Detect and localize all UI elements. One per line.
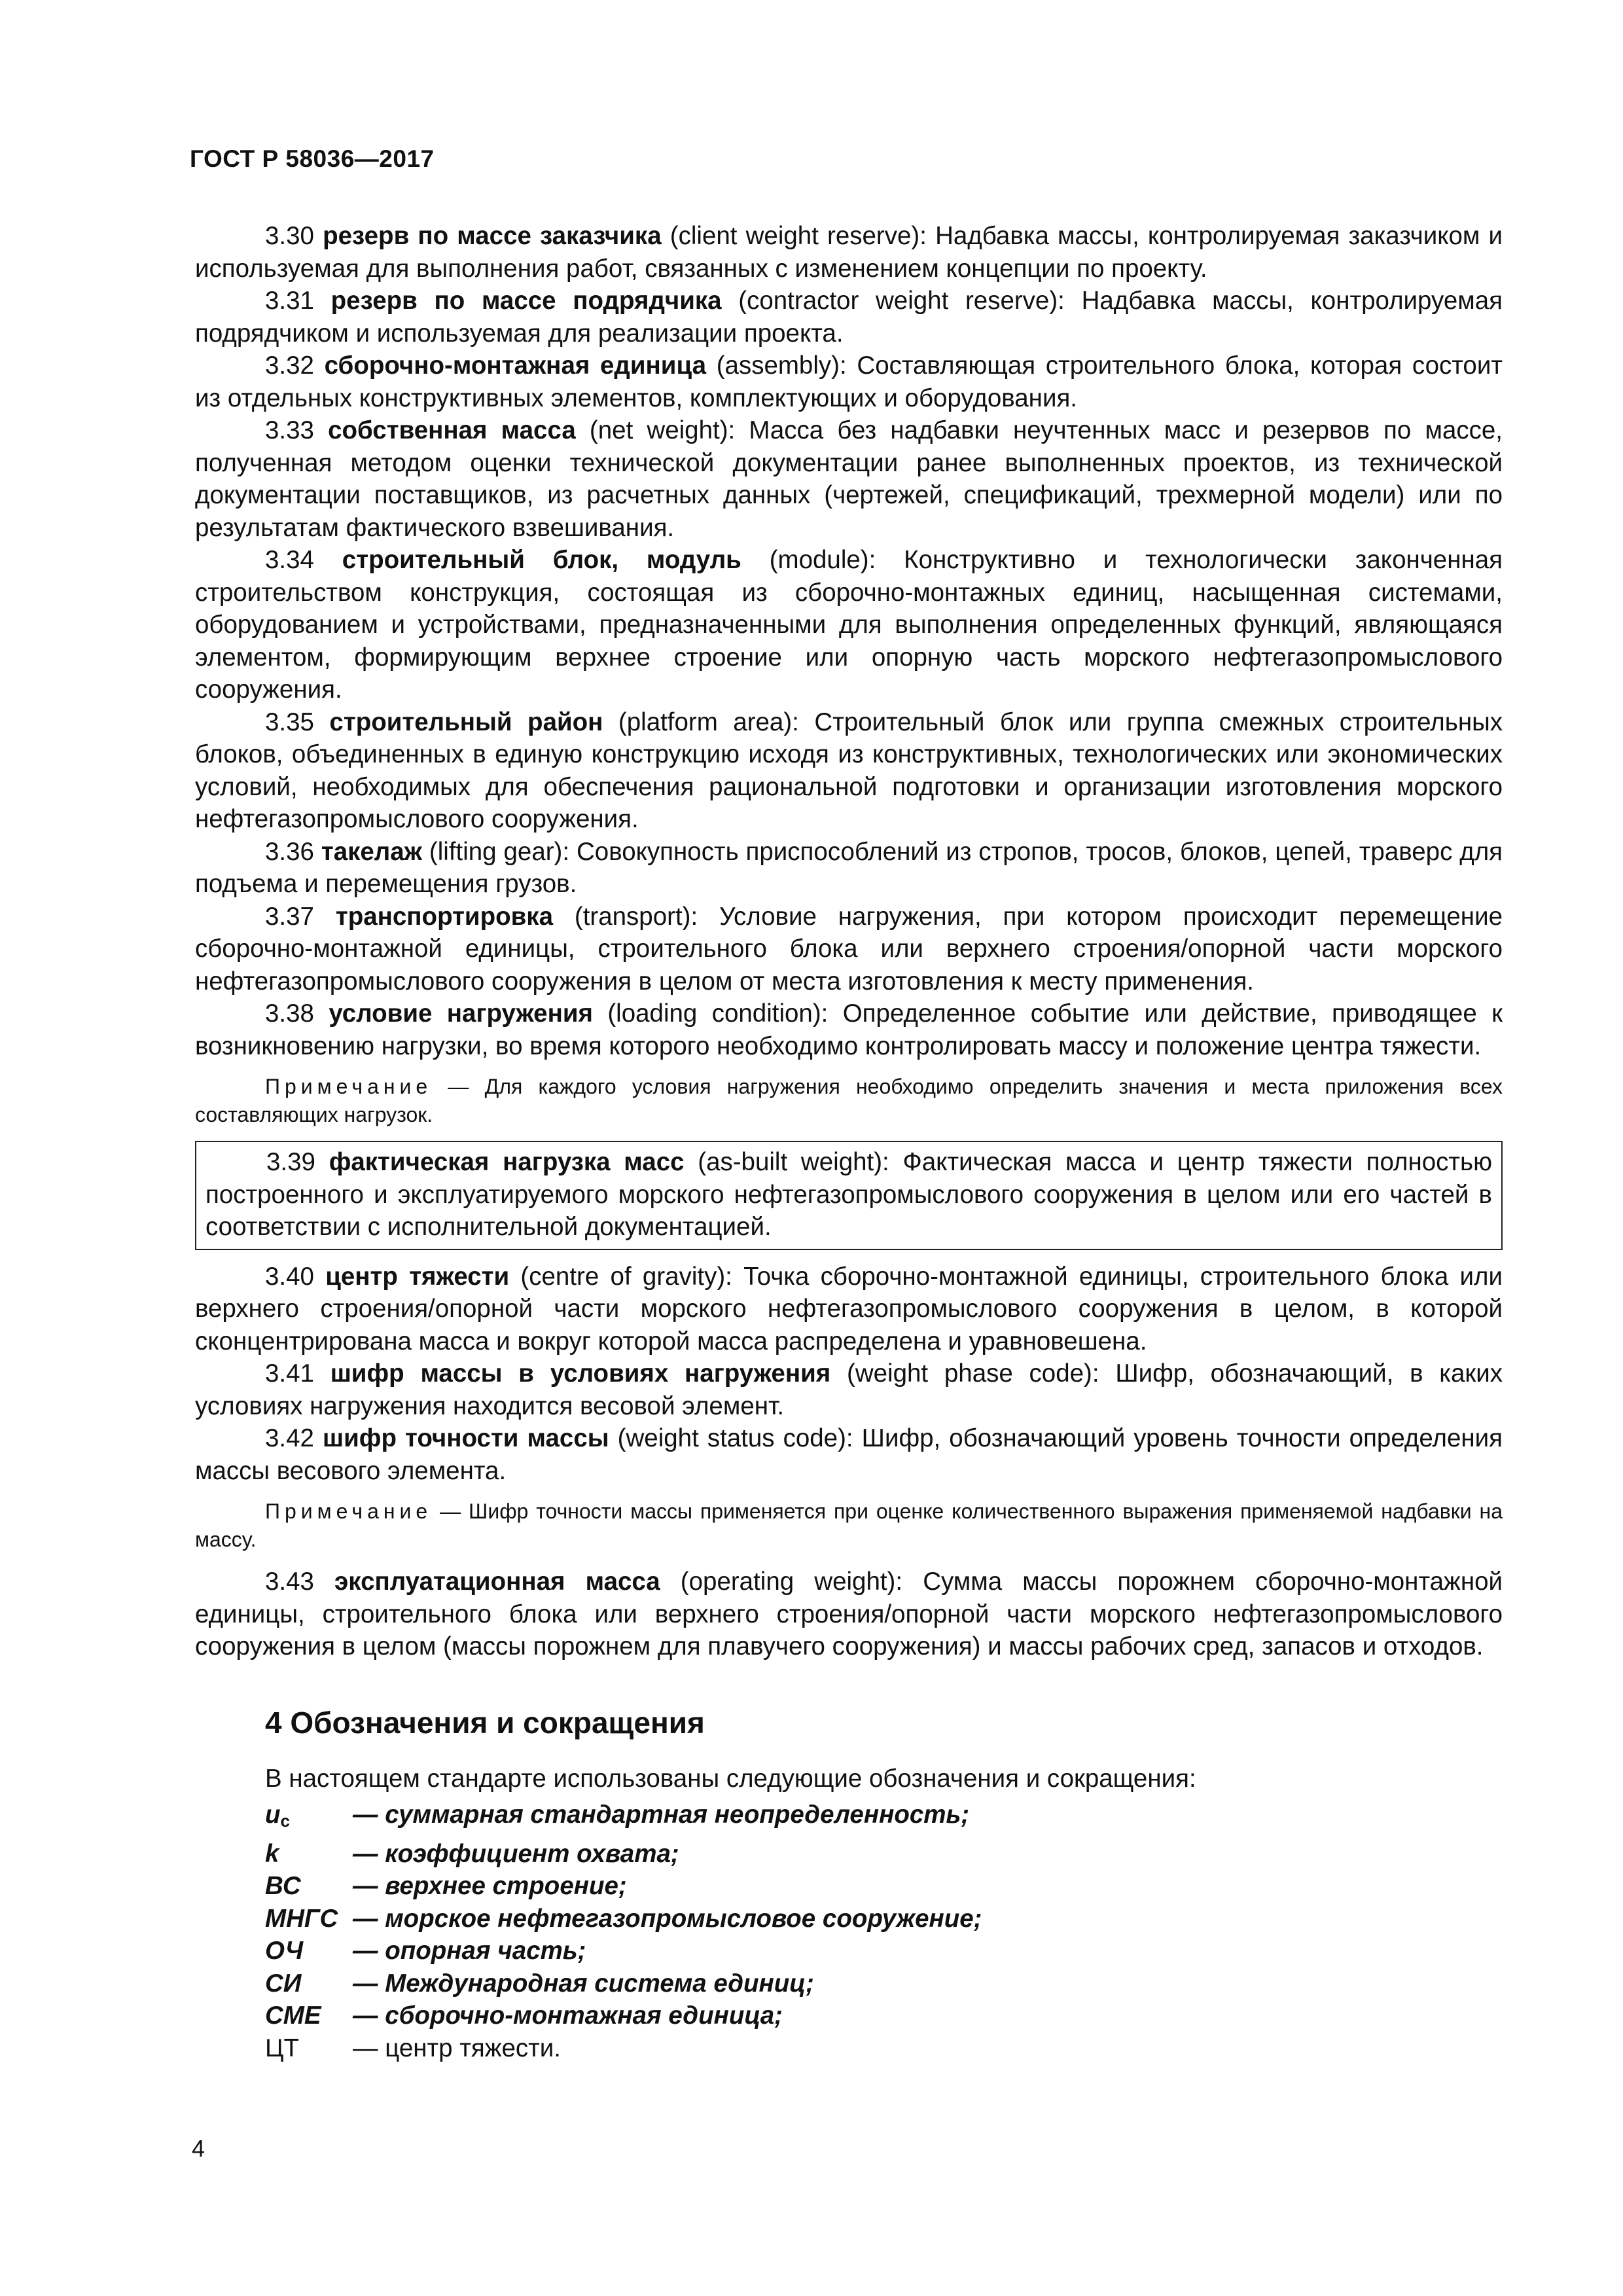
term-3-42: 3.42 шифр точности массы (weight status code): Шифр, обозначающий уровень точности определения массы весового элемента. (195, 1424, 1503, 1485)
section-4-intro: В настоящем стандарте использованы следующие обозначения и сокращения: (265, 1764, 1196, 1793)
abbr-definition: — коэффициент охвата; (353, 1839, 679, 1868)
term-3-31: 3.31 резерв по массе подрядчика (contractor weight reserve): Надбавка массы, контролируемая подрядчиком и используемая для реализации проекта. (195, 287, 1503, 348)
abbr-term: МНГС (265, 1904, 338, 1933)
abbr-definition: — опорная часть; (353, 1937, 586, 1965)
term-3-39: 3.39 фактическая нагрузка масс (as-built weight): Фактическая масса и центр тяжести полностью построенного и эксплуатируемого морского нефтегазопромыслового сооружения в целом или его частей в соответствии с исполнительной документацией. (205, 1148, 1492, 1241)
term-3-38: 3.38 условие нагружения (loading condition): Определенное событие или действие, приводящее к возникновению нагрузки, во время которого необходимо контролировать массу и положение центра тяжести. (195, 999, 1503, 1060)
section-4-title: 4 Обозначения и сокращения (265, 1705, 705, 1740)
term-3-33: 3.33 собственная масса (net weight): Масса без надбавки неучтенных масс и резервов по массе, полученная методом оценки технической документации ранее выполненных проектов, из технической документации поставщиков, из расчетных данных (чертежей, спецификаций, трехмерной модели) или по результатам фактического взвешивания. (195, 416, 1503, 542)
abbr-term: ОЧ (265, 1937, 304, 1965)
abbr-term: ЦТ (265, 2034, 299, 2062)
term-3-40: 3.40 центр тяжести (centre of gravity): Точка сборочно-монтажной единицы, строительного блока или верхнего строения/опорной части морского нефтегазопромыслового сооружения в целом, в которой сконцентрирована масса и вокруг которой масса распределена и уравновешена. (195, 1262, 1503, 1355)
abbr-definition: — верхнее строение; (353, 1872, 627, 1900)
page-number: 4 (192, 2135, 205, 2162)
term-3-32: 3.32 сборочно-монтажная единица (assembly): Составляющая строительного блока, которая состоит из отдельных конструктивных элементов, комплектующих и оборудования. (195, 351, 1503, 412)
abbr-term: k (265, 1839, 279, 1868)
abbr-row (265, 2032, 1503, 2065)
abbr-row (265, 2000, 1503, 2032)
note-loading-condition: Примечание — Для каждого условия нагружения необходимо определить значения и места приложения всех составляющих нагрузок. (195, 1075, 1503, 1126)
term-3-36: 3.36 такелаж (lifting gear): Совокупность приспособлений из стропов, тросов, блоков, цепей, траверс для подъема и перемещения грузов. (195, 837, 1503, 898)
abbr-row (265, 1799, 1503, 1838)
abbr-row (265, 1870, 1503, 1903)
term-3-43: 3.43 эксплуатационная масса (operating weight): Сумма массы порожнем сборочно-монтажной единицы, строительного блока или верхнего строения/опорной части морского нефтегазопромыслового сооружения в целом (массы порожнем для плавучего сооружения) и массы рабочих сред, запасов и отходов. (195, 1568, 1503, 1660)
term-3-30: 3.30 резерв по массе заказчика (client weight reserve): Надбавка массы, контролируемая заказчиком и используемая для выполнения работ, связанных с изменением концепции по проекту. (195, 222, 1503, 283)
abbr-definition: — сборочно-монтажная единица; (353, 2001, 783, 2030)
abbr-row (265, 1838, 1503, 1871)
term-3-37: 3.37 транспортировка (transport): Условие нагружения, при котором происходит перемещение сборочно-монтажной единицы, строительного блока или верхнего строения/опорной части морского нефтегазопромыслового сооружения в целом от места изготовления к месту применения. (195, 902, 1503, 996)
abbr-row (265, 1903, 1503, 1935)
term-3-35: 3.35 строительный район (platform area): Строительный блок или группа смежных строительных блоков, объединенных в единую конструкцию исходя из конструктивных, технологических или экономических условий, необходимых для обеспечения рациональной подготовки и организации изготовления морского нефтегазопромыслового сооружения. (195, 708, 1503, 833)
term-3-34: 3.34 строительный блок, модуль (module): Конструктивно и технологически законченная строительством конструкция, состоящая из сборочно-монтажных единиц, насыщенная системами, оборудованием и устройствами, предназначенными для выполнения определенных функций, являющаяся элементом, формирующим верхнее строение или опорную часть морского нефтегазопромыслового сооружения. (195, 546, 1503, 704)
abbr-row (265, 1935, 1503, 1967)
abbr-term: СИ (265, 1969, 302, 1998)
abbr-definition: — центр тяжести. (353, 2034, 561, 2062)
abbreviation-list (195, 1799, 1503, 2064)
note-weight-status: Примечание — Шифр точности массы применяется при оценке количественного выражения применяемой надбавки на массу. (195, 1499, 1503, 1551)
abbr-term: СМЕ (265, 2001, 321, 2030)
abbr-term: ВС (265, 1872, 301, 1900)
abbr-term: $u_c$ (265, 1801, 290, 1831)
page-header: ГОСТ Р 58036—2017 (190, 145, 435, 172)
abbr-definition: — морское нефтегазопромысловое сооружение; (353, 1904, 982, 1933)
abbr-row (265, 1967, 1503, 2000)
abbr-definition: — суммарная стандартная неопределенность; (353, 1801, 970, 1829)
term-3-41: 3.41 шифр массы в условиях нагружения (weight phase code): Шифр, обозначающий, в каких условиях нагружения находится весовой элемент. (195, 1359, 1503, 1420)
boxed-term-3-39 (195, 1141, 1503, 1250)
page-content (195, 220, 1503, 2064)
abbr-definition: — Международная система единиц; (353, 1969, 814, 1998)
